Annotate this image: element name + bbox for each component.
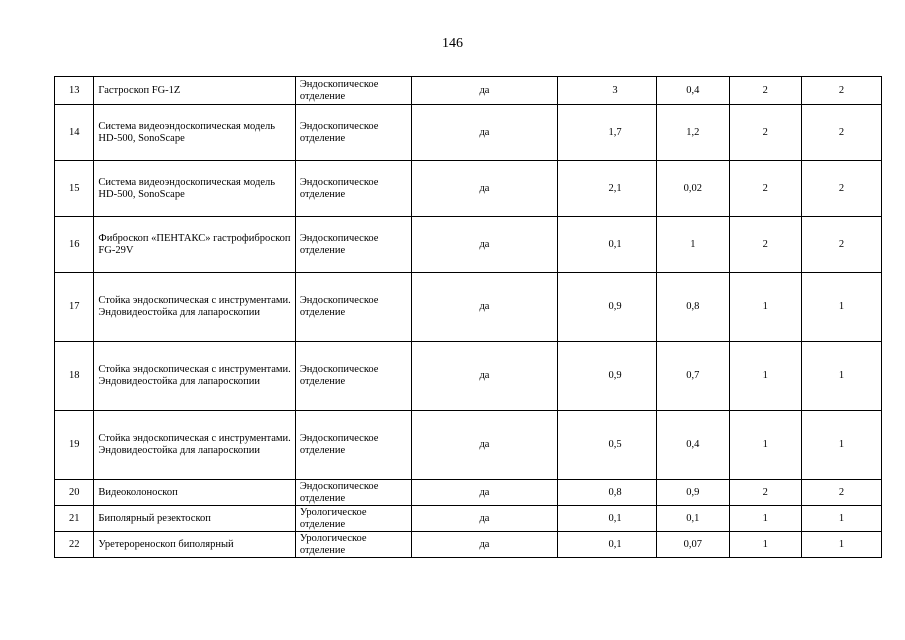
value-2: 0,4 [657,77,729,105]
department: Эндоскопическое отделение [295,105,411,161]
table-row [55,506,882,532]
equipment-name: Гастроскоп FG-1Z [94,77,295,105]
value-2: 0,7 [657,342,729,411]
value-1: 2,1 [557,161,656,217]
value-2: 0,4 [657,411,729,480]
value-1: 0,1 [557,532,656,558]
equipment-name: Стойка эндоскопическая с инструментами. Эндовидеостойка для лапароскопии [94,411,295,480]
value-1: 1,7 [557,105,656,161]
row-number: 16 [55,217,94,273]
value-2: 1,2 [657,105,729,161]
row-number: 13 [55,77,94,105]
value-2: 0,07 [657,532,729,558]
value-4: 1 [802,273,882,342]
department: Эндоскопическое отделение [295,411,411,480]
table-row [55,161,882,217]
value-4: 2 [802,105,882,161]
availability: да [411,506,557,532]
table-row [55,273,882,342]
value-1: 0,5 [557,411,656,480]
department: Эндоскопическое отделение [295,273,411,342]
availability: да [411,532,557,558]
value-1: 0,1 [557,217,656,273]
value-3: 2 [729,161,801,217]
value-1: 0,9 [557,342,656,411]
value-3: 1 [729,411,801,480]
value-3: 1 [729,532,801,558]
value-3: 1 [729,506,801,532]
value-2: 0,1 [657,506,729,532]
equipment-name: Стойка эндоскопическая с инструментами. Эндовидеостойка для лапароскопии [94,273,295,342]
table-row [55,342,882,411]
value-4: 1 [802,532,882,558]
row-number: 18 [55,342,94,411]
table-row [55,77,882,105]
table-row [55,217,882,273]
equipment-name: Фиброскоп «ПЕНТАКС» гастрофиброскоп FG-29V [94,217,295,273]
equipment-name: Система видеоэндоскопическая модель HD-500, SonoScape [94,105,295,161]
availability: да [411,273,557,342]
equipment-table [54,76,882,558]
department: Эндоскопическое отделение [295,217,411,273]
department: Эндоскопическое отделение [295,480,411,506]
availability: да [411,480,557,506]
value-1: 0,1 [557,506,656,532]
department: Урологическое отделение [295,506,411,532]
equipment-name: Уретерореноскоп биполярный [94,532,295,558]
table-row [55,532,882,558]
table-row [55,105,882,161]
department: Эндоскопическое отделение [295,161,411,217]
value-4: 2 [802,480,882,506]
value-4: 2 [802,217,882,273]
row-number: 15 [55,161,94,217]
availability: да [411,77,557,105]
value-2: 1 [657,217,729,273]
equipment-name: Система видеоэндоскопическая модель HD-500, SonoScape [94,161,295,217]
value-4: 1 [802,342,882,411]
availability: да [411,217,557,273]
availability: да [411,105,557,161]
equipment-name: Биполярный резектоскоп [94,506,295,532]
value-4: 2 [802,161,882,217]
department: Эндоскопическое отделение [295,77,411,105]
equipment-name: Стойка эндоскопическая с инструментами. Эндовидеостойка для лапароскопии [94,342,295,411]
availability: да [411,411,557,480]
value-1: 3 [557,77,656,105]
row-number: 20 [55,480,94,506]
availability: да [411,342,557,411]
department: Эндоскопическое отделение [295,342,411,411]
table-row [55,411,882,480]
row-number: 19 [55,411,94,480]
value-4: 1 [802,506,882,532]
value-4: 2 [802,77,882,105]
row-number: 21 [55,506,94,532]
department: Урологическое отделение [295,532,411,558]
value-3: 2 [729,480,801,506]
value-3: 1 [729,342,801,411]
value-3: 2 [729,105,801,161]
table-body [55,77,882,558]
row-number: 17 [55,273,94,342]
value-3: 1 [729,273,801,342]
value-3: 2 [729,217,801,273]
value-2: 0,8 [657,273,729,342]
value-3: 2 [729,77,801,105]
page-number: 146 [442,36,463,51]
value-4: 1 [802,411,882,480]
equipment-name: Видеоколоноскоп [94,480,295,506]
value-2: 0,9 [657,480,729,506]
table-row [55,480,882,506]
row-number: 14 [55,105,94,161]
row-number: 22 [55,532,94,558]
value-1: 0,8 [557,480,656,506]
value-1: 0,9 [557,273,656,342]
availability: да [411,161,557,217]
value-2: 0,02 [657,161,729,217]
